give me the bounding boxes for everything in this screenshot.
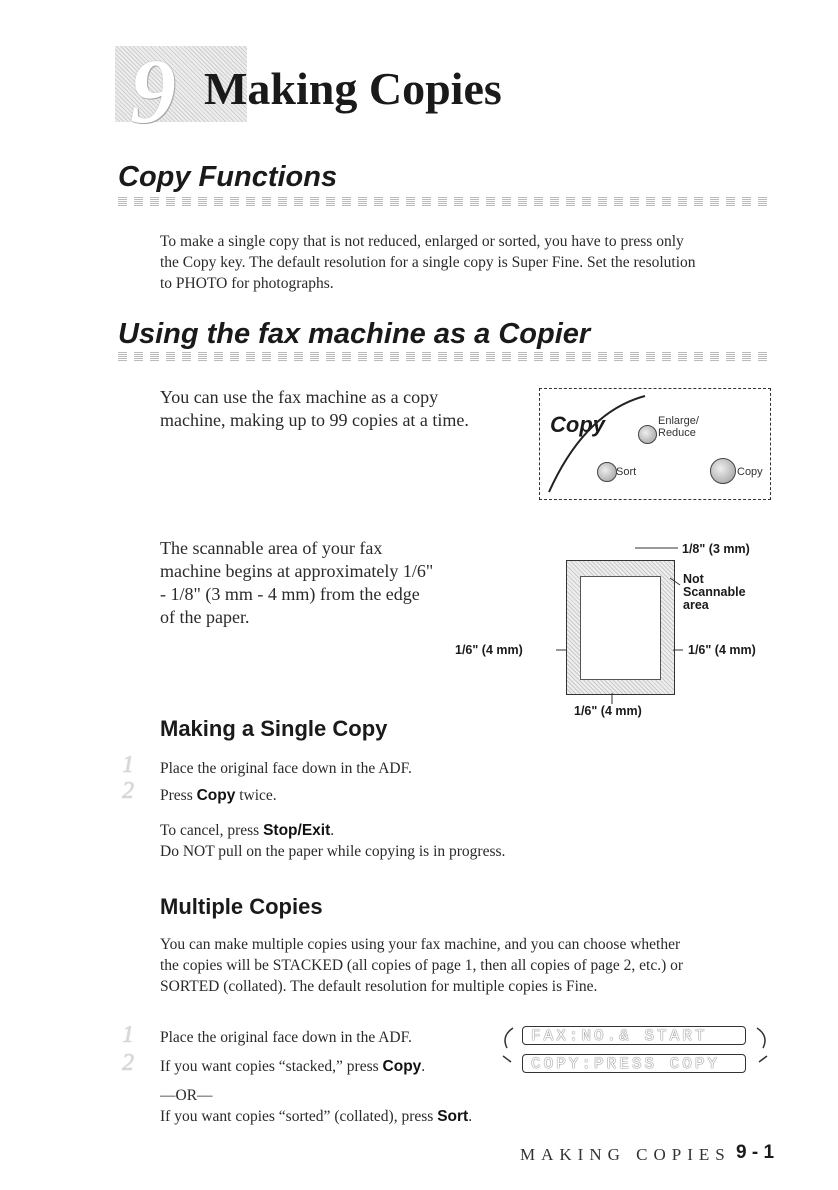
text-line: You can use the fax machine as a copy [160,387,439,407]
text-run: To cancel, press [160,822,264,839]
diagram-label-top: 1/8" (3 mm) [682,542,750,556]
chapter-title: Making Copies [204,63,502,114]
multiple-copies-text [160,934,683,997]
copy-functions-text [160,231,696,294]
diagram-label-right: 1/6" (4 mm) [688,643,756,657]
text-line: To make a single copy that is not reduced, enlarged or sorted, you have to press only [160,233,684,250]
key-name: Stop/Exit [263,822,331,839]
text-line: to PHOTO for photographs. [160,275,334,292]
single-step-2 [160,787,277,805]
diagram-leader-lines [540,540,690,720]
cancel-instruction [160,822,334,840]
label-line: Not [683,572,704,586]
panel-copy-label: Copy [550,412,605,437]
or-separator: —OR— [160,1087,213,1104]
text-run: If you want copies “sorted” (collated), press [160,1108,438,1125]
copier-intro [160,386,469,432]
scannable-area-text [160,537,433,629]
text-line: the Copy key. The default resolution for a single copy is Super Fine. Set the resolution [160,254,696,271]
text-run: Press [160,787,197,804]
text-run: twice. [235,787,277,804]
diagram-label-left: 1/6" (4 mm) [455,643,523,657]
lcd-line-1: FAX:NO.& START [522,1026,746,1045]
footer-page-number: 9 - 1 [736,1142,775,1163]
text-run: If you want copies “stacked,” press [160,1058,383,1075]
step-number: 2 [122,1050,134,1076]
subheading-single-copy: Making a Single Copy [160,716,388,741]
text-line: SORTED (collated). The default resolution for multiple copies is Fine. [160,978,598,995]
subheading-multiple-copies: Multiple Copies [160,894,323,919]
footer-section-name: MAKING COPIES [520,1145,731,1164]
text-line: - 1/8" (3 mm - 4 mm) from the edge [160,584,420,604]
step-number: 1 [122,752,134,778]
step-number: 2 [122,778,134,804]
enlarge-reduce-button [638,425,657,444]
text-run: . [421,1058,426,1075]
multi-step-1: Place the original face down in the ADF. [160,1029,412,1046]
sort-instruction [160,1108,472,1126]
enlarge-reduce-label [658,415,699,439]
multi-step-2 [160,1058,425,1076]
label-line: Reduce [658,427,696,439]
section-heading-copy-functions: Copy Functions [118,161,338,193]
section-rule [118,197,768,206]
copy-button-label: Copy [737,466,763,478]
sort-button [597,462,617,482]
label-line: Scannable [683,585,746,599]
text-line: The scannable area of your fax [160,538,383,558]
sort-label: Sort [616,466,637,478]
text-line: You can make multiple copies using your fax machine, and you can choose whether [160,936,681,953]
label-line: area [683,598,709,612]
key-name: Copy [382,1058,422,1075]
warning-text: Do NOT pull on the paper while copying is in progress. [160,843,506,860]
label-line: Enlarge/ [658,415,699,427]
text-line: machine, making up to 99 copies at a time. [160,410,469,430]
text-line: the copies will be STACKED (all copies of page 1, then all copies of page 2, etc.) or [160,957,684,974]
chapter-number: 9 [130,40,176,142]
text-line: of the paper. [160,607,250,627]
key-name: Copy [196,787,236,804]
panel-pointer-line [545,392,655,496]
step-number: 1 [122,1022,134,1048]
lcd-line-2: COPY:PRESS COPY [522,1054,746,1073]
text-run: . [468,1108,473,1125]
diagram-label-not-scannable [683,573,746,612]
section-rule [118,352,768,361]
single-step-1: Place the original face down in the ADF. [160,760,412,777]
key-name: Sort [437,1108,469,1125]
diagram-label-bottom: 1/6" (4 mm) [574,704,642,718]
text-run: . [330,822,335,839]
section-heading-using-copier: Using the fax machine as a Copier [118,318,591,350]
text-line: machine begins at approximately 1/6" [160,561,434,581]
copy-button [710,458,736,484]
